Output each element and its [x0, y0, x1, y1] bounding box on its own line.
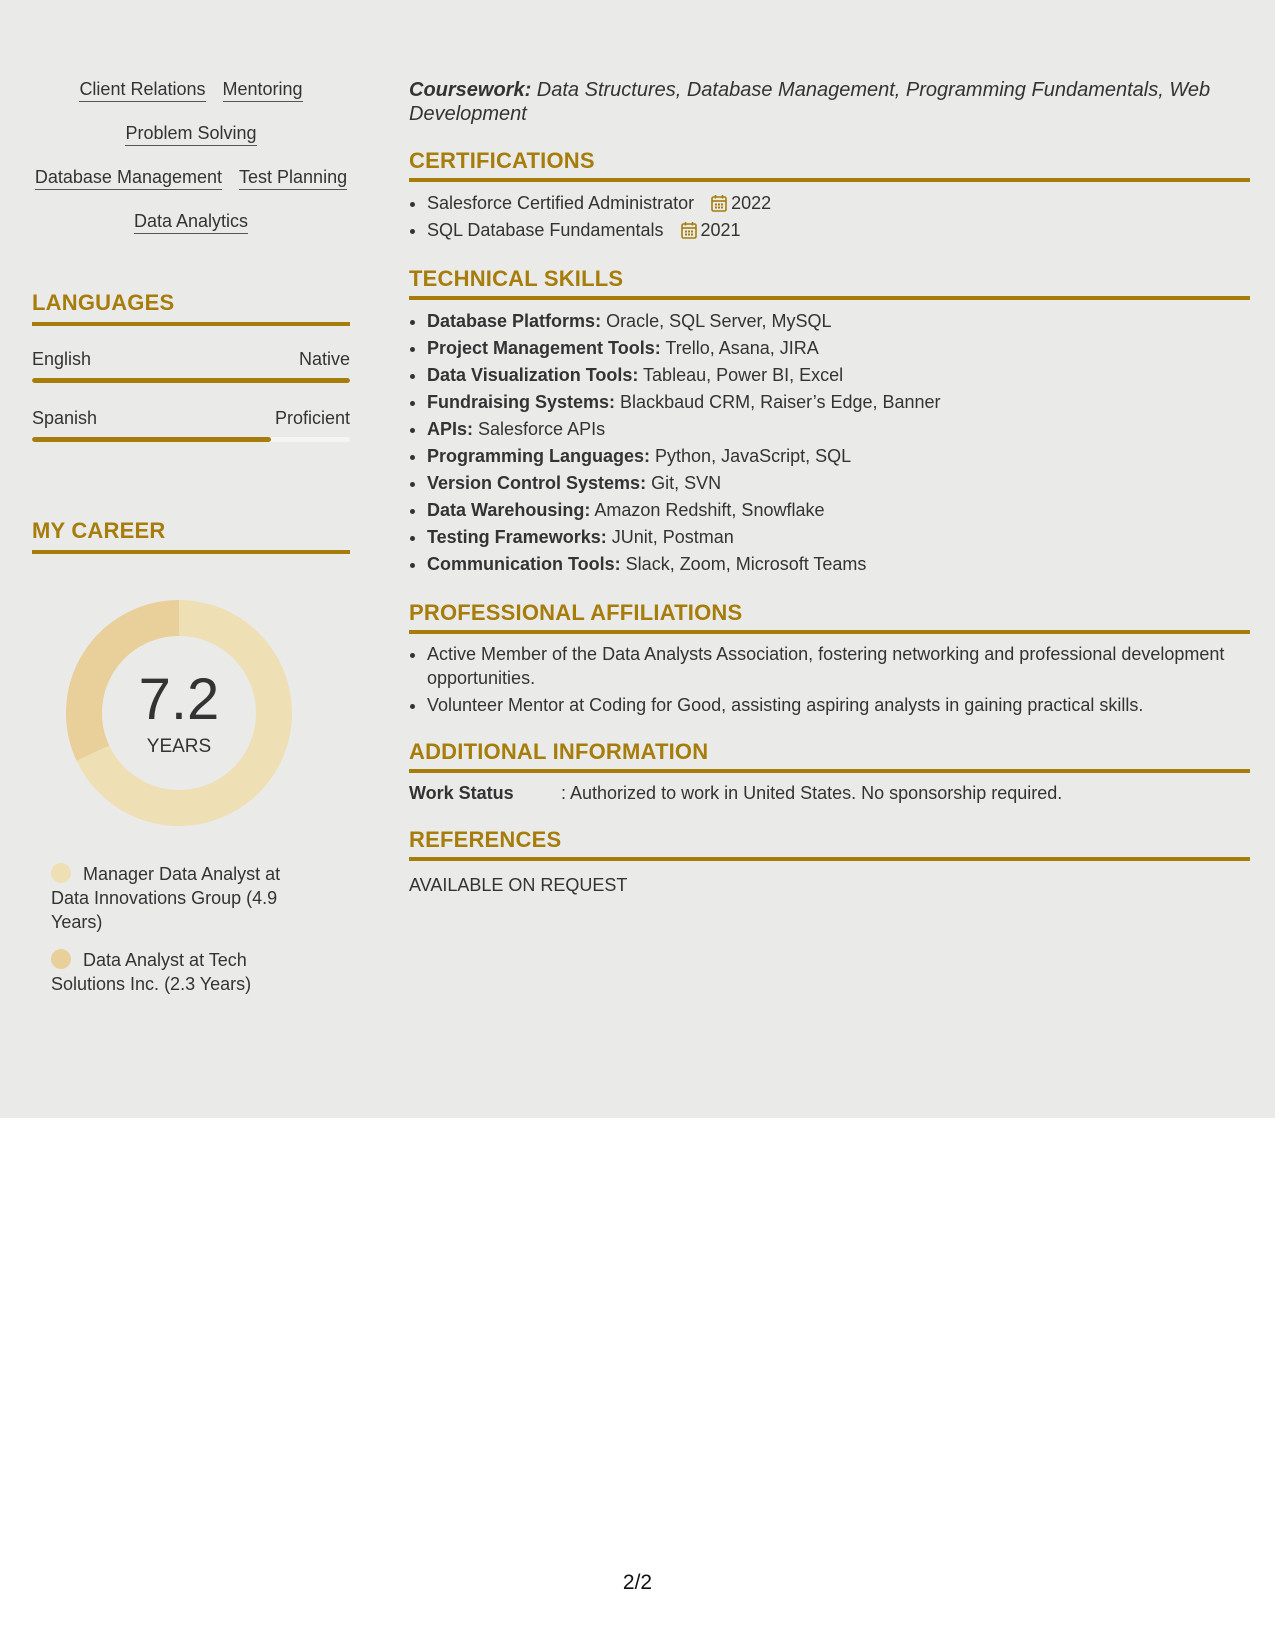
career-donut-chart: [66, 600, 292, 826]
language-name: English: [32, 349, 92, 369]
affiliations-section: [409, 600, 1250, 717]
language-name: Spanish: [32, 408, 98, 428]
certification-year: 2022: [731, 193, 772, 213]
skill-tag: Database Management: [35, 166, 222, 190]
language-level-fill: [32, 378, 350, 383]
skill-category: Fundraising Systems:: [427, 392, 616, 412]
skill-values: Python, JavaScript, SQL: [650, 446, 852, 466]
skill-values: Tableau, Power BI, Excel: [638, 365, 844, 385]
coursework-label: Coursework:: [409, 79, 532, 101]
skill-category: Version Control Systems:: [427, 473, 647, 493]
skill-category: Database Platforms:: [427, 311, 602, 331]
affiliation-item: • Volunteer Mentor at Coding for Good, assisting aspiring analysts in gaining practical skills.: [427, 693, 1250, 717]
references-section: [409, 827, 1250, 897]
career-heading: MY CAREER: [32, 518, 350, 554]
skill-category: APIs:: [427, 419, 474, 439]
career-legend-item: [51, 862, 311, 934]
skill-values: Slack, Zoom, Microsoft Teams: [620, 554, 867, 574]
certifications-heading: CERTIFICATIONS: [409, 148, 1250, 182]
skill-tag: Mentoring: [223, 78, 303, 102]
skill-category: Testing Frameworks:: [427, 527, 607, 547]
skill-values: Trello, Asana, JIRA: [660, 338, 819, 358]
skill-values: Oracle, SQL Server, MySQL: [601, 311, 832, 331]
additional-info-section: [409, 739, 1250, 805]
technical-skill-item: [427, 443, 1250, 470]
coursework: [409, 78, 1250, 126]
certification-year: 2021: [700, 220, 741, 240]
language-level-bar: [32, 378, 350, 383]
right-column: [409, 78, 1250, 897]
legend-dot-icon: [51, 863, 71, 883]
affiliations-list: [409, 642, 1250, 717]
technical-skill-item: [427, 551, 1250, 578]
skill-values: Blackbaud CRM, Raiser’s Edge, Banner: [615, 392, 941, 412]
career-total-years: 7.2: [138, 667, 220, 732]
technical-skill-item: [427, 497, 1250, 524]
skill-values: Salesforce APIs: [473, 419, 606, 439]
language-level: Proficient: [274, 408, 350, 428]
technical-skill-item: [427, 524, 1250, 551]
work-status-value: : Authorized to work in United States. No sponsorship required.: [561, 783, 1063, 803]
technical-skills-heading: TECHNICAL SKILLS: [409, 266, 1250, 300]
affiliation-item: • Active Member of the Data Analysts Association, fostering networking and professional development opportunities.: [427, 642, 1250, 690]
skill-tag: Problem Solving: [125, 122, 256, 146]
affiliations-heading: PROFESSIONAL AFFILIATIONS: [409, 600, 1250, 634]
left-column: [32, 78, 350, 1010]
certification-item: [427, 217, 1250, 244]
work-status-label: Work Status: [409, 783, 514, 803]
languages-heading: LANGUAGES: [32, 290, 350, 326]
skills-tags: [32, 78, 350, 234]
skill-tag: Data Analytics: [134, 210, 248, 234]
coursework-text: Data Structures, Database Management, Programming Fundamentals, Web Development: [409, 79, 1211, 125]
technical-skills-list: [409, 308, 1250, 578]
language-level-bar: [32, 437, 350, 442]
career-legend: [51, 862, 311, 996]
certification-item: [427, 190, 1250, 217]
references-heading: REFERENCES: [409, 827, 1250, 861]
skill-category: Programming Languages:: [427, 446, 651, 466]
language-level: Native: [298, 349, 350, 369]
calendar-icon: [711, 194, 727, 212]
skill-tag: Test Planning: [239, 166, 347, 190]
career-years-unit: YEARS: [146, 736, 212, 757]
certification-name: Salesforce Certified Administrator: [427, 193, 695, 213]
work-status-row: [409, 781, 1250, 805]
certifications-section: [409, 148, 1250, 244]
technical-skill-item: [427, 362, 1250, 389]
languages-list: [32, 348, 350, 442]
technical-skill-item: [427, 470, 1250, 497]
technical-skill-item: [427, 389, 1250, 416]
language-level-fill: [32, 437, 271, 442]
language-row: [32, 407, 350, 429]
career-legend-label: Data Analyst at Tech Solutions Inc. (2.3 Years): [51, 950, 252, 994]
language-row: [32, 348, 350, 370]
career-legend-label: Manager Data Analyst at Data Innovations Group (4.9 Years): [51, 864, 281, 932]
skill-category: Data Warehousing:: [427, 500, 591, 520]
calendar-icon: [681, 221, 697, 239]
certification-name: SQL Database Fundamentals: [427, 220, 664, 240]
legend-dot-icon: [51, 949, 71, 969]
technical-skills-section: [409, 266, 1250, 578]
additional-info-heading: ADDITIONAL INFORMATION: [409, 739, 1250, 773]
skill-values: Git, SVN: [646, 473, 722, 493]
skill-tag: Client Relations: [79, 78, 205, 102]
technical-skill-item: [427, 416, 1250, 443]
references-text: AVAILABLE ON REQUEST: [409, 875, 628, 895]
skill-values: JUnit, Postman: [606, 527, 734, 547]
technical-skill-item: [427, 335, 1250, 362]
certifications-list: [409, 190, 1250, 244]
page-number: 2/2: [622, 1571, 653, 1594]
skill-values: Amazon Redshift, Snowflake: [590, 500, 825, 520]
skill-category: Communication Tools:: [427, 554, 621, 574]
career-legend-item: [51, 948, 311, 996]
skill-category: Data Visualization Tools:: [427, 365, 639, 385]
skill-category: Project Management Tools:: [427, 338, 661, 358]
technical-skill-item: [427, 308, 1250, 335]
